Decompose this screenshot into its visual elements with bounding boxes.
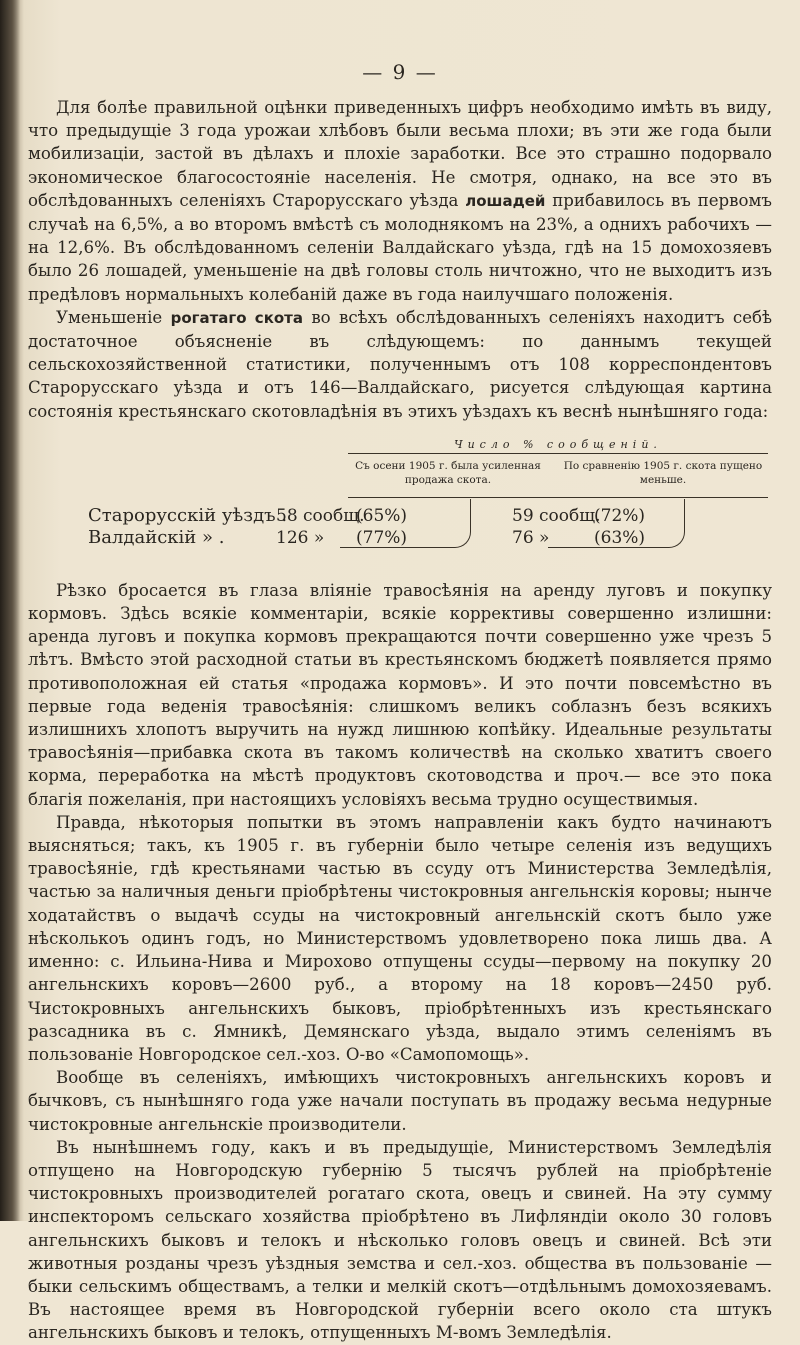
table-cell: 59 сообщ. <box>512 505 601 526</box>
table-cell: (65%) <box>356 505 408 526</box>
paragraph-attempts: Правда, нѣкоторыя попытки въ этомъ направленіи какъ будто начинаютъ выясняться; такъ, къ 1905 г. въ губерніи было четыре селенія изъ ведущихъ травосѣяніе, гдѣ крестьянами частью въ ссуду отъ Министерства Земледѣлія, частью за наличныя деньги пріобрѣтены чистокровныя ангельнскія коровы; нынче ходатайствъ о выдачѣ ссуды на чистокровный ангельнскій скотъ было уже нѣсколькоъ одинъ годъ, но Министерствомъ удовлетворено пока лишь два. А именно: с. Ильина-Нива и Мирохово отпущены ссуды—первому на покупку 20 ангельнскихъ коровъ—2600 руб., а второму на 18 коровъ—2450 руб. Чистокровныхъ ангельнскихъ быковъ, пріобрѣтенныхъ изъ крестьянскаго разсадника въ с. Ямникѣ, Демянскаго уѣзда, выдало этимъ селеніямъ въ пользованіе Новгородское сел.-хоз. О-во «Самопомощь». <box>28 812 772 1064</box>
table-cell: (72%) <box>594 505 646 526</box>
table-cell: 76 » <box>512 527 550 548</box>
paragraph-text: прибавилось въ первомъ случаѣ на 6,5%, а во второмъ вмѣстѣ съ молоднякомъ на 23%, а однихъ рабочихъ — на 12,6%. Въ обслѣдованномъ селеніи Валдайскаго уѣзда, гдѣ на 15 домохозяевъ было 26 лошадей, уменьшеніе на двѣ головы столь ничтожно, что не выходитъ изъ предѣловъ нормальныхъ колебаній даже въ года наилучшаго положенія. <box>28 190 772 304</box>
paragraph-ministry: Въ нынѣшнемъ году, какъ и въ предыдущіе, Министерствомъ Земледѣлія отпущено на Новгородскую губернію 5 тысячъ рублей на пріобрѣтеніе чистокровныхъ производителей рогатаго скота, овецъ и свиней. На эту сумму инспекторомъ сельскаго хозяйства пріобрѣтено въ Лифляндіи около 30 головъ ангельнскихъ быковъ и телокъ и нѣсколько головъ овецъ и свиней. Всѣ эти животныя розданы чрезъ уѣздныя земства и сел.-хоз. общества въ пользованіе — быки сельскимъ обществамъ, а телки и мелкій скотъ—отдѣльнымъ домохозяевамъ. Въ настоящее время въ Новгородской губерніи всего около ста штукъ ангельнскихъ быковъ и телокъ, отпущенныхъ М-вомъ Земледѣлія. <box>28 1137 772 1343</box>
table-row <box>88 527 224 549</box>
bold-term-horses: лошадей <box>465 191 546 210</box>
table-col2-header: По сравненію 1905 г. скота пущено меньше. <box>563 459 763 486</box>
paragraph-horses <box>28 96 772 306</box>
table-cell: (77%) <box>356 527 408 548</box>
paragraph-text: Для болѣе правильной оцѣнки приведенныхъ цифръ необходимо имѣть въ виду, что предыдущіе 3 года урожаи хлѣбовъ были весьма плохи; въ эти же года были мобилизаціи, застой въ дѣлахъ и плохіе заработки. Все это страшно подорвало экономическое благосостояніе населенія. Не смотря, однако, на все это въ обслѣдованныхъ селеніяхъ Старорусскаго уѣзда <box>28 98 772 210</box>
paragraph-text: во всѣхъ обслѣдованныхъ селеніяхъ находитъ себѣ достаточное объясненіе въ слѣдующемъ: по даннымъ текущей сельскохозяйственной статистики, полученнымъ отъ 108 корреспондентовъ Старорусскаго уѣзда и отъ 146—Валдайскаго, рисуется слѣдующая картина состоянія крестьянскаго скотовладѣнія въ этихъ уѣздахъ къ веснѣ нынѣшняго года: <box>28 307 773 421</box>
table-row <box>88 505 287 527</box>
bold-term-cattle: рогатаго скота <box>170 308 304 327</box>
table-cell: 126 » <box>276 527 325 548</box>
table-cell: 58 сообщ. <box>276 505 365 526</box>
table-rule <box>348 497 768 498</box>
table-rule <box>348 453 768 454</box>
book-spine-shadow <box>0 0 20 1221</box>
paragraph-text: Уменьшеніе <box>56 307 171 327</box>
paragraph-grass-sowing: Рѣзко бросается въ глаза вліяніе травосѣянія на аренду луговъ и покупку кормовъ. Здѣсь всякіе комментаріи, всякіе коррективы совершенно излишни: аренда луговъ и покупка кормовъ прекращаются почти совершенно уже чрезъ 5 лѣтъ. Вмѣсто этой расходной статьи въ крестьянскомъ бюджетѣ появляется прямо противоположная ей статья «продажа кормовъ». И это почти повсемѣстно въ первые года веденія травосѣянія: слишкомъ великъ соблазнъ безъ всякихъ излишнихъ хлопотъ выручить на нужд лишнюю копѣйку. Идеальные результаты травосѣянія—прибавка скота въ такомъ количествѣ на сколько хватитъ своего корма, переработка на мѣстѣ продуктовъ скотоводства и проч.— все это пока благія пожеланія, при настоящихъ условіяхъ весьма трудно осуществимыя. <box>28 580 772 809</box>
table-cell: (63%) <box>594 527 646 548</box>
row-label: Старорусскій уѣздъ . <box>88 504 288 526</box>
paragraph-breeders: Вообще въ селеніяхъ, имѣющихъ чистокровныхъ ангельнскихъ коровъ и бычковъ, съ нынѣшняго года уже начали поступать въ продажу весьма недурные чистокровные ангельнскіе производители. <box>28 1068 772 1134</box>
page-number: — 9 — <box>362 60 438 84</box>
page-body <box>28 96 772 1345</box>
table-col1-header: Съ осени 1905 г. была усиленная продажа скота. <box>355 459 541 486</box>
table-title: Число % сообщеній. <box>454 437 662 451</box>
reports-table <box>28 429 772 571</box>
paragraph-cattle <box>28 306 772 423</box>
row-label: Валдайскій » . <box>88 526 225 548</box>
